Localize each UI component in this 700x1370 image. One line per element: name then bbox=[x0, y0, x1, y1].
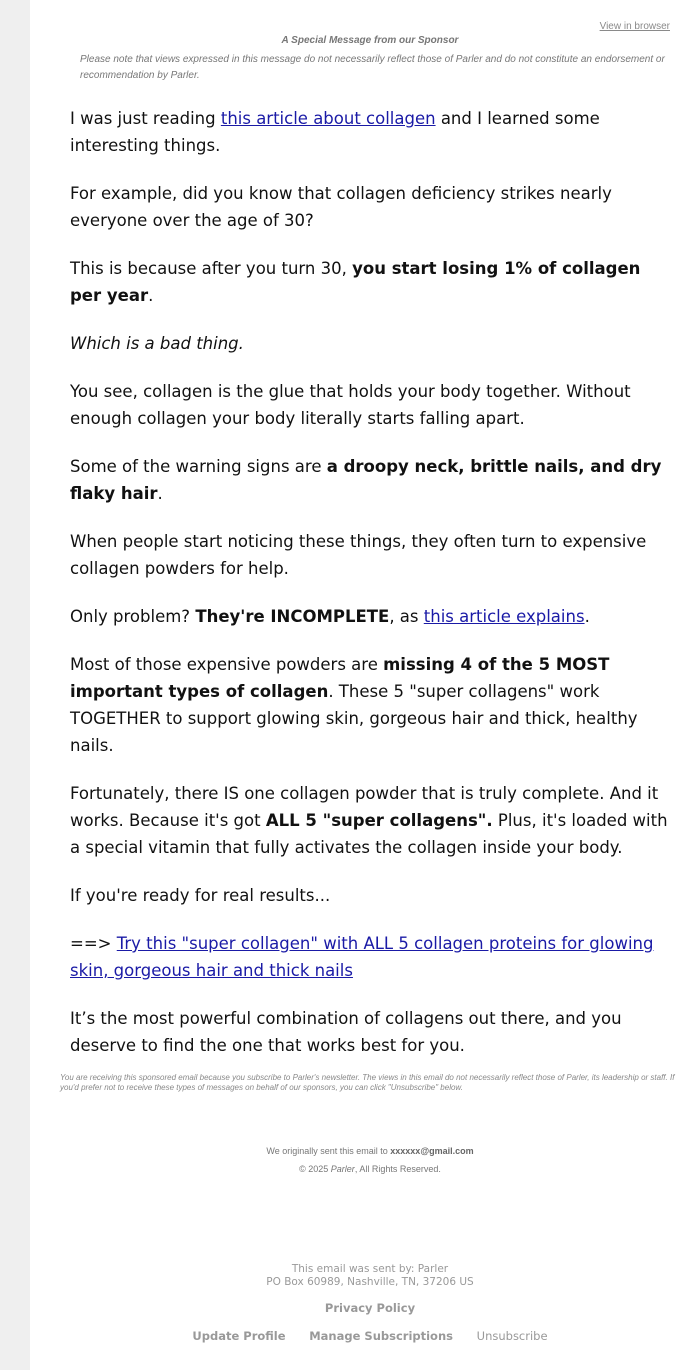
recipient-email: xxxxxx@gmail.com bbox=[390, 1146, 474, 1156]
paragraph: You see, collagen is the glue that holds your body together. Without enough collagen your body literally starts falling apart. bbox=[70, 382, 631, 428]
address: PO Box 60989, Nashville, TN, 37206 US bbox=[266, 1276, 474, 1288]
paragraph: For example, did you know that collagen deficiency strikes nearly everyone over the age of 30? bbox=[70, 184, 612, 230]
view-in-browser-link[interactable]: View in browser bbox=[599, 21, 670, 32]
paragraph: Only problem? They're INCOMPLETE, as this article explains. bbox=[70, 607, 590, 626]
paragraph: Fortunately, there IS one collagen powder that is truly complete. And it works. Because it's got ALL 5 "super collagens". Plus, it's loaded with a special vitamin that fully activates the collagen inside your body. bbox=[70, 784, 668, 857]
update-profile-link[interactable]: Update Profile bbox=[192, 1329, 286, 1343]
footer-note: You are receiving this sponsored email because you subscribe to Parler's newsletter. The views in this email do not necessarily reflect those of Parler, its leadership or staff. If you'd prefer not to receive these types of messages on behalf of our sponsors, you can click "Unsubscribe" below. bbox=[60, 1073, 675, 1092]
footer-origin: We originally sent this email to xxxxxx@gmail.com © 2025 Parler, All Rights Reserved. bbox=[266, 1146, 474, 1174]
paragraph: Most of those expensive powders are missing 4 of the 5 MOST important types of collagen. These 5 "super collagens" work TOGETHER to support glowing skin, gorgeous hair and thick, healthy nails. bbox=[70, 655, 638, 755]
article-link[interactable]: this article about collagen bbox=[220, 109, 436, 128]
paragraph: It’s the most powerful combination of collagens out there, and you deserve to find the one that works best for you. bbox=[70, 1009, 622, 1055]
paragraph: ==> Try this "super collagen" with ALL 5 collagen proteins for glowing skin, gorgeous hair and thick nails bbox=[70, 934, 654, 980]
manage-subscriptions-link[interactable]: Manage Subscriptions bbox=[309, 1329, 453, 1343]
email-panel bbox=[30, 0, 700, 1370]
sent-by: This email was sent by: Parler PO Box 60989, Nashville, TN, 37206 US bbox=[30, 1263, 700, 1289]
email-body bbox=[70, 105, 670, 1080]
paragraph: This is because after you turn 30, you start losing 1% of collagen per year. bbox=[70, 259, 641, 305]
privacy-policy-link[interactable]: Privacy Policy bbox=[324, 1301, 416, 1315]
paragraph: When people start noticing these things, they often turn to expensive collagen powders for help. bbox=[70, 532, 647, 578]
paragraph: Some of the warning signs are a droopy neck, brittle nails, and dry flaky hair. bbox=[70, 457, 662, 503]
article-explains-link[interactable]: this article explains bbox=[423, 607, 585, 626]
unsubscribe-link[interactable]: Unsubscribe bbox=[476, 1329, 548, 1343]
sponsor-disclaimer: Please note that views expressed in this message do not necessarily reflect those of Parler and do not constitute an endorsement or recommendation by Parler. bbox=[80, 54, 665, 81]
paragraph: I was just reading this article about collagen and I learned some interesting things. bbox=[70, 109, 600, 155]
paragraph: If you're ready for real results... bbox=[70, 886, 331, 905]
cta-link[interactable]: Try this "super collagen" with ALL 5 collagen proteins for glowing skin, gorgeous hair and thick nails bbox=[70, 934, 654, 980]
footer-links bbox=[30, 1329, 700, 1343]
paragraph: Which is a bad thing. bbox=[70, 334, 244, 353]
sponsor-title: A Special Message from our Sponsor bbox=[281, 35, 459, 46]
